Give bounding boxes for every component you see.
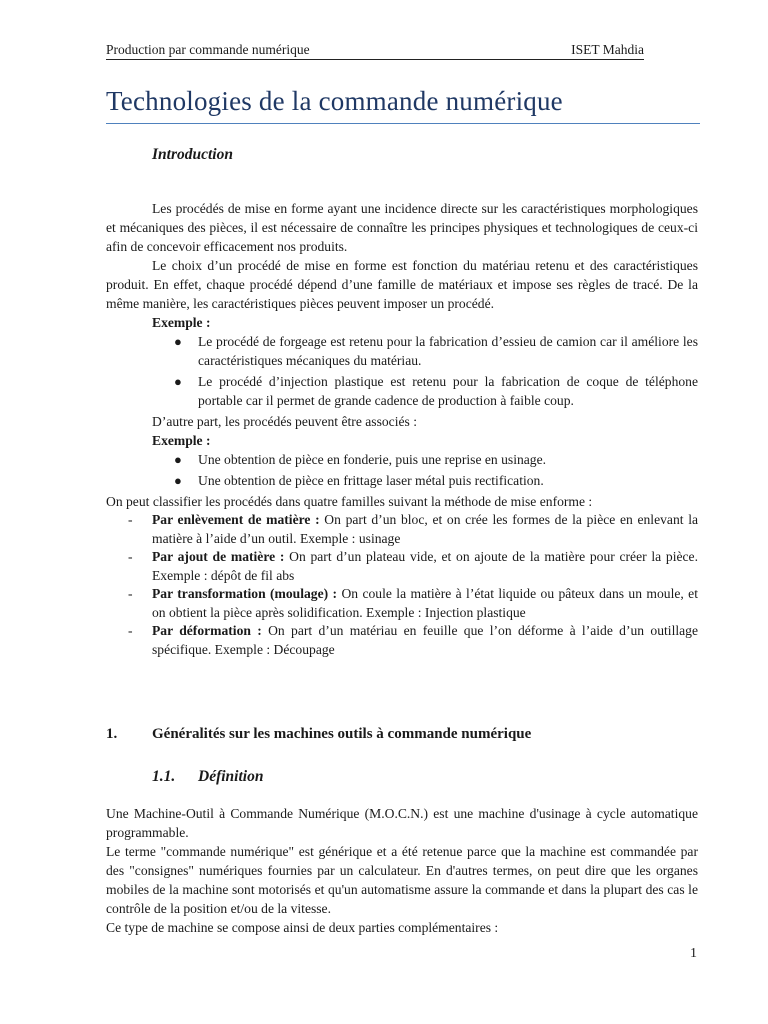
- section-number: 1.: [106, 726, 118, 742]
- subsection-title: Définition: [198, 768, 264, 785]
- section-title: Généralités sur les machines outils à commande numérique: [152, 726, 532, 742]
- subsection-number: 1.1.: [152, 768, 176, 785]
- intro-paragraph-1: Les procédés de mise en forme ayant une incidence directe sur les caractéristiques morphologiques et mécaniques des pièces, il est nécessaire de connaître les principes physiques et technologiques de ceux-ci afin de concevoir efficacement nos produits.: [106, 201, 698, 254]
- example-list-2: [106, 450, 698, 490]
- section-1-heading: [106, 726, 531, 743]
- families-list: [106, 511, 698, 659]
- list-item: - Par enlèvement de matière : On part d’un bloc, et on crée les formes de la pièce en enlevant la matière à l’aide d’un outil. Exemple : usinage: [128, 512, 698, 546]
- example-label: Exemple :: [152, 315, 211, 330]
- document-title: Technologies de la commande numérique: [106, 86, 700, 124]
- dash-icon: -: [128, 549, 133, 564]
- header-course-title: Production par commande numérique: [106, 42, 310, 57]
- page-header: [106, 42, 644, 60]
- section-1-1-heading: [152, 768, 263, 786]
- definition-paragraph-2: Le terme "commande numérique" est générique et a été retenue parce que la machine est commandée par des "consignes" numériques fournies par un calculateur. En d'autres termes, on peut dire que les organes mobiles de la machine sont motorisés et qu'un automatisme assure la commande et dans la plupart des cas le contrôle de la position et/ou de la vitesse.: [106, 844, 698, 916]
- bullet-icon: ●: [174, 374, 182, 389]
- list-item: ● Le procédé de forgeage est retenu pour la fabrication d’essieu de camion car il améliore les caractéristiques mécaniques du matériau.: [174, 334, 698, 368]
- intro-paragraph-4: On peut classifier les procédés dans quatre familles suivant la méthode de mise enforme :: [106, 494, 593, 509]
- intro-paragraph-3: D’autre part, les procédés peuvent être associés :: [152, 414, 417, 429]
- list-item: ● Une obtention de pièce en fonderie, puis une reprise en usinage.: [174, 452, 547, 467]
- list-item: - Par déformation : On part d’un matériau en feuille que l’on déforme à l’aide d’un outillage spécifique. Exemple : Découpage: [128, 623, 698, 657]
- definition-paragraph-3: Ce type de machine se compose ainsi de deux parties complémentaires :: [106, 920, 499, 935]
- dash-icon: -: [128, 586, 133, 601]
- list-item: - Par ajout de matière : On part d’un plateau vide, et on ajoute de la matière pour créer la pièce. Exemple : dépôt de fil abs: [128, 549, 698, 583]
- intro-paragraph-2: Le choix d’un procédé de mise en forme est fonction du matériau retenu et des caractéristiques produit. En effet, chaque procédé dépend d’une famille de matériaux et impose ses règles de tracé. De la même manière, les caractéristiques pièces peuvent imposer un procédé.: [106, 258, 698, 311]
- bullet-icon: ●: [174, 452, 182, 467]
- definition-body: [106, 804, 698, 937]
- example-list-1: [106, 332, 698, 410]
- bullet-icon: ●: [174, 334, 182, 349]
- dash-icon: -: [128, 512, 133, 527]
- bullet-icon: ●: [174, 473, 182, 488]
- list-item: ● Le procédé d’injection plastique est retenu pour la fabrication de coque de téléphone portable car il permet de grande cadence de production à faible coup.: [174, 374, 698, 408]
- introduction-heading: Introduction: [152, 146, 233, 163]
- introduction-body: [106, 199, 698, 659]
- list-item: ● Une obtention de pièce en frittage laser métal puis rectification.: [174, 473, 544, 488]
- header-institution: ISET Mahdia: [571, 42, 644, 57]
- list-item: - Par transformation (moulage) : On coule la matière à l’état liquide ou pâteux dans un moule, et on obtient la pièce après solidification. Exemple : Injection plastique: [128, 586, 698, 620]
- definition-paragraph-1: Une Machine-Outil à Commande Numérique (M.O.C.N.) est une machine d'usinage à cycle automatique programmable.: [106, 806, 698, 840]
- dash-icon: -: [128, 623, 133, 638]
- example-label-2: Exemple :: [152, 433, 211, 448]
- page-number: 1: [690, 946, 697, 961]
